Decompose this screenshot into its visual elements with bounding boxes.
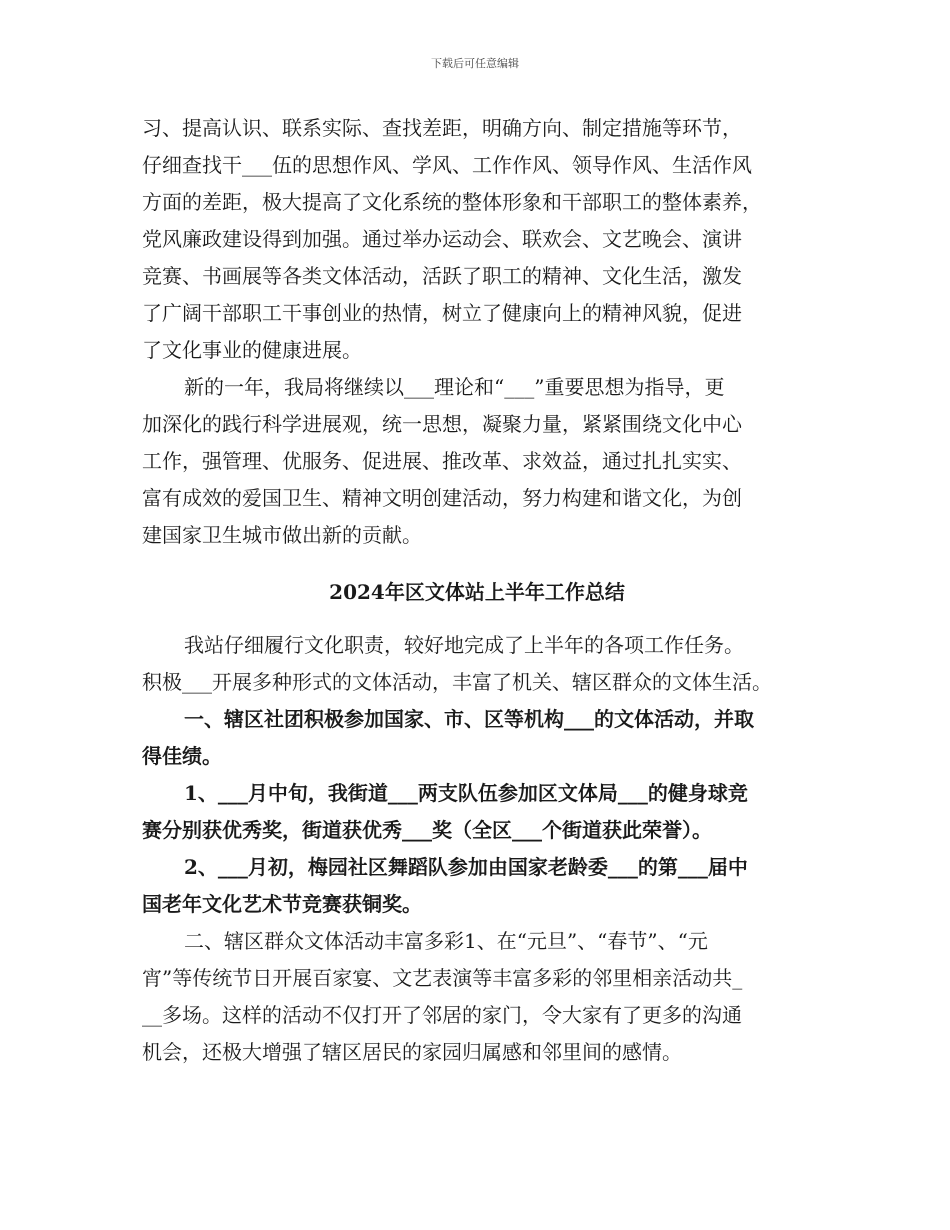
new-year-paragraph	[142, 369, 812, 554]
paragraph-line: 工作，强管理、优服务、促进展、推改革、求效益，通过扎扎实实、	[142, 449, 742, 473]
heading-one	[142, 701, 812, 775]
paragraph-line: 了广阔干部职工干事创业的热情，树立了健康向上的精神风貌，促进	[142, 301, 742, 325]
paragraph-line: 机会，还极大增强了辖区居民的家园归属感和邻里间的感情。	[142, 1040, 682, 1064]
item-one	[142, 775, 812, 849]
intro-paragraph	[142, 627, 812, 701]
item-line: 国老年文化艺术节竞赛获铜奖。	[142, 892, 422, 916]
paragraph-line: 二、辖区群众文体活动丰富多彩1、在“元旦”、“春节”、“元	[184, 929, 708, 953]
paragraph-line: 方面的差距，极大提高了文化系统的整体形象和干部职工的整体素养，	[142, 190, 762, 214]
continued-paragraph	[142, 110, 812, 369]
paragraph-line: 宵”等传统节日开展百家宴、文艺表演等丰富多彩的邻里相亲活动共_	[142, 966, 743, 990]
paragraph-line: 新的一年，我局将继续以___理论和“___”重要思想为指导，更	[184, 375, 725, 399]
paragraph-line: 富有成效的爱国卫生、精神文明创建活动，努力构建和谐文化，为创	[142, 486, 742, 510]
item-line: 1、___月中旬，我街道___两支队伍参加区文体局___的健身球竞	[184, 781, 748, 805]
item-two	[142, 849, 812, 923]
document-body	[142, 110, 812, 1071]
heading-two-paragraph	[142, 923, 812, 1071]
paragraph-line: 我站仔细履行文化职责，较好地完成了上半年的各项工作任务。	[184, 633, 744, 657]
paragraph-line: 习、提高认识、联系实际、查找差距，明确方向、制定措施等环节，	[142, 116, 742, 140]
paragraph-line: 积极___开展多种形式的文体活动，丰富了机关、辖区群众的文体生活。	[142, 670, 772, 694]
paragraph-line: 建国家卫生城市做出新的贡献。	[142, 523, 422, 547]
paragraph-line: 加深化的践行科学进展观，统一思想，凝聚力量，紧紧围绕文化中心	[142, 412, 742, 436]
heading-line: 一、辖区社团积极参加国家、市、区等机构___的文体活动，并取	[184, 707, 754, 731]
paragraph-line: 党风廉政建设得到加强。通过举办运动会、联欢会、文艺晚会、演讲	[142, 227, 742, 251]
paragraph-line: 竞赛、书画展等各类文体活动，活跃了职工的精神、文化生活，激发	[142, 264, 742, 288]
paragraph-line: 仔细查找干___伍的思想作风、学风、工作作风、领导作风、生活作风	[142, 153, 752, 177]
section-title: 2024年区文体站上半年工作总结	[329, 580, 625, 604]
paragraph-line: __多场。这样的活动不仅打开了邻居的家门，令大家有了更多的沟通	[142, 1003, 742, 1027]
heading-line: 得佳绩。	[142, 744, 222, 768]
item-line: 赛分别获优秀奖，街道获优秀___奖（全区___个街道获此荣誉）。	[142, 818, 712, 842]
page-header-note: 下载后可任意编辑	[431, 57, 519, 70]
paragraph-line: 了文化事业的健康进展。	[142, 338, 362, 362]
item-line: 2、___月初，梅园社区舞蹈队参加由国家老龄委___的第___届中	[184, 855, 748, 879]
